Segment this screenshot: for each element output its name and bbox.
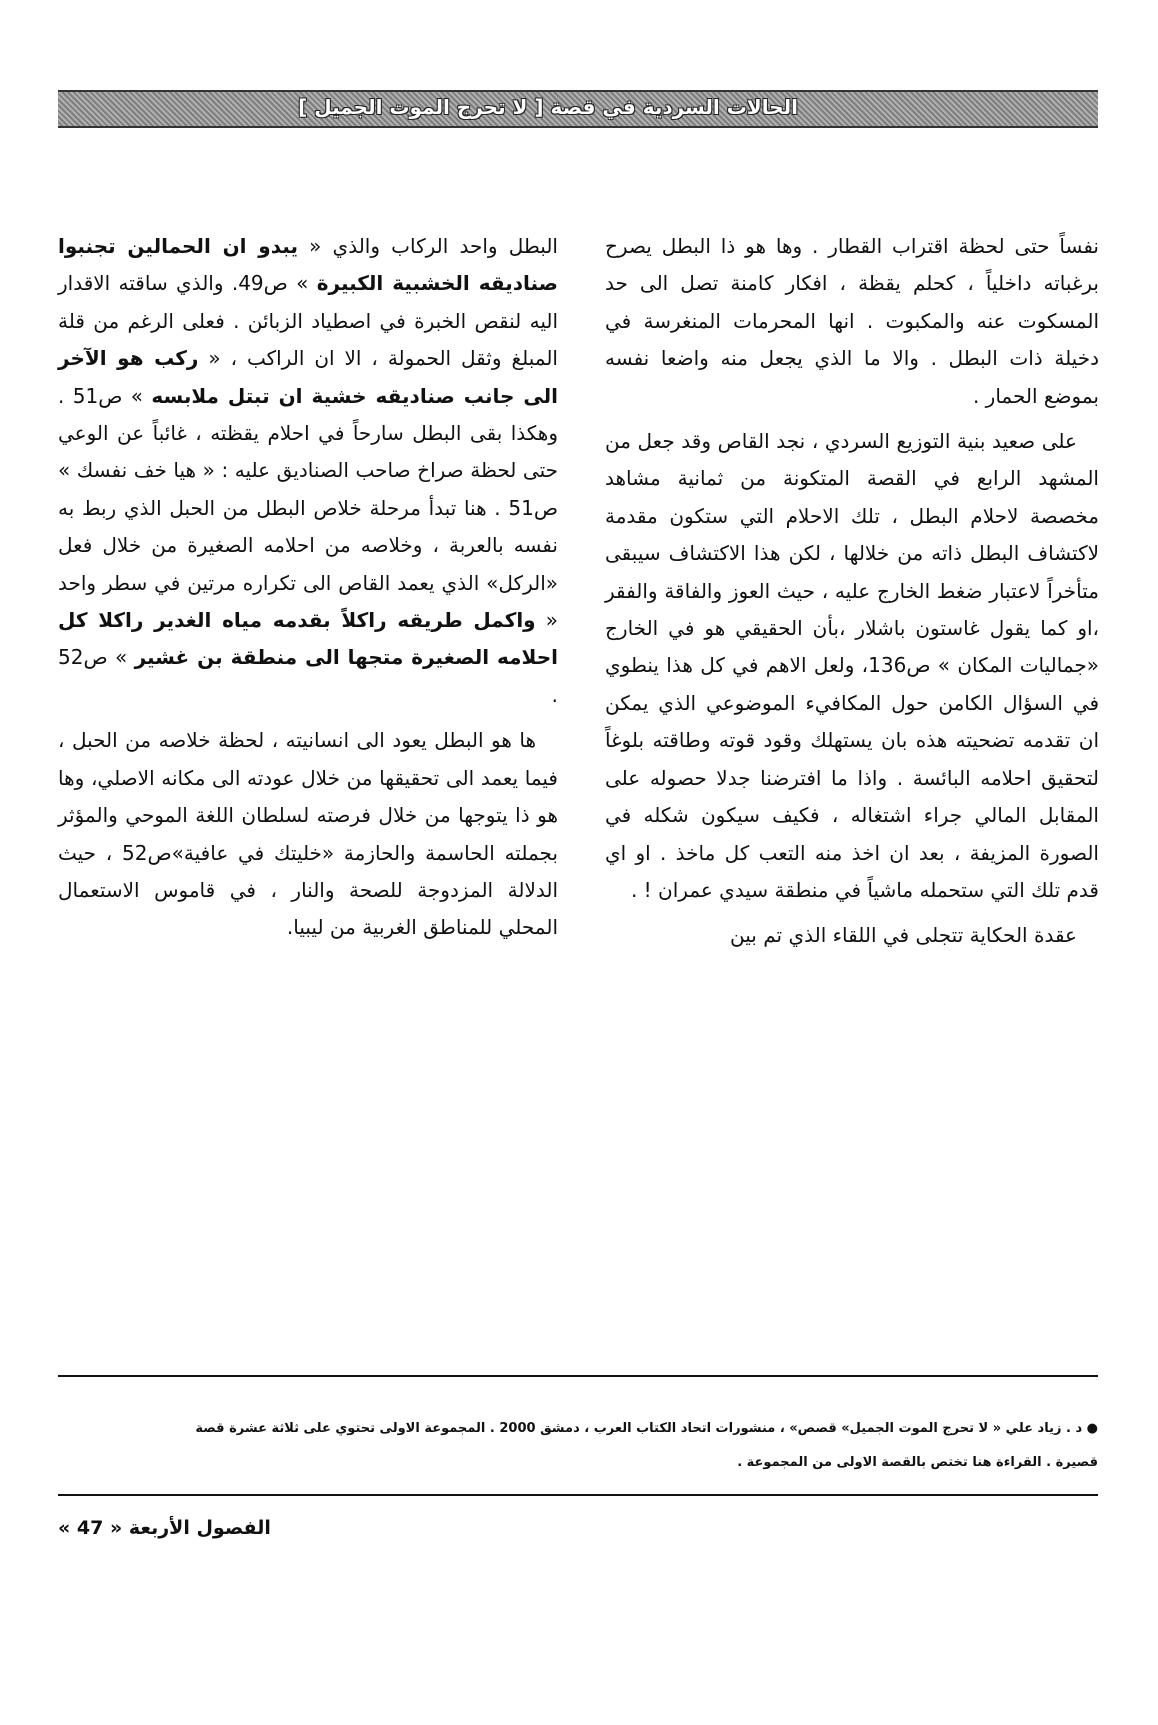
- footer-divider: [58, 1494, 1098, 1496]
- running-header-band: [58, 90, 1098, 128]
- bold-quote: ركب هو الآخر الى جانب صناديقه خشية ان تبتل ملابسه: [58, 346, 558, 408]
- text-run: البطل واحد الركاب والذي «: [297, 234, 558, 258]
- footnote-divider: [58, 1375, 1098, 1377]
- footnote: [58, 1412, 1098, 1480]
- footnote-line: ● د . زياد علي « لا تحرج الموت الجميل» قصص» ، منشورات اتحاد الكتاب العرب ، دمشق 2000 . المجموعة الاولى تحتوي على ثلاثة عشرة قصة: [195, 1421, 1098, 1436]
- paragraph: ها هو البطل يعود الى انسانيته ، لحظة خلاصه من الحبل ، فيما يعمد الى تحقيقها من خلال عودته الى مكانه الاصلي، وها هو ذا يتوجها من خلال فرصته لسلطان اللغة الموحي والمؤثر بجملته الحاسمة والحازمة «خليتك في عافية»ص52 ، حيث الدلالة المزدوجة للصحة والنار ، في قاموس الاستعمال المحلي للمناطق الغربية من ليبيا.: [58, 728, 558, 940]
- right-text-column: [605, 228, 1099, 963]
- paragraph: عقدة الحكاية تتجلى في اللقاء الذي تم بين: [730, 923, 1077, 948]
- paragraph: على صعيد بنية التوزيع السردي ، نجد القاص وقد جعل من المشهد الرابع في القصة المتكونة من ثمانية مشاهد مخصصة لاحلام البطل ، تلك الاحلام التي ستكون مقدمة لاكتشاف البطل ذاته من خلالها ، لكن هذا الاكتشاف سيبقى متأخراً لاعتبار ضغط الخارج عليه ، حيث العوز والفاقة والفقر ،او كما يقول غاستون باشلار ،بأن الحقيقي هو في الخارج «جماليات المكان » ص136، ولعل الاهم في كل هذا ينطوي في السؤال الكامن حول المكافيء الموضوعي الذي يمكن ان تقدمه تضحيته هذه بان يستهلك وقود قوته وطاقته بلوغاً لتحقيق احلامه البائسة . واذا ما افترضنا جدلا حصوله على المقابل المالي جراء اشتغاله ، فكيف سيكون شكله في الصورة المزيفة ، بعد ان اخذ منه التعب كل ماخذ . او اي قدم تلك التي ستحمله ماشياً في منطقة سيدي عمران ! .: [605, 429, 1099, 902]
- text-run: » ص52 .: [58, 645, 558, 707]
- paragraph: [58, 228, 558, 714]
- running-header-title: الحالات السردية في قصة [ لا تحرج الموت الجميل ]: [298, 95, 798, 119]
- text-run: » ص51 . وهكذا بقى البطل سارحاً في احلام يقظته ، غائباً عن الوعي حتى لحظة صراخ صاحب الصناديق عليه : « هيا خف نفسك » ص51 . هنا تبدأ مرحلة خلاص البطل من الحبل الذي ربط به نفسه بالعربة ، وخلاصه من احلامه الصغيرة من خلال فعل «الركل» الذي يعمد القاص الى تكراره مرتين في سطر واحد «: [58, 383, 559, 633]
- bold-quote: واكمل طريقه راكلاً بقدمه مياه الغدير راكلا كل احلامه الصغيرة متجها الى منطقة بن غشير: [58, 608, 558, 670]
- left-text-column: [58, 228, 558, 955]
- paragraph: نفساً حتى لحظة اقتراب القطار . وها هو ذا البطل يصرح برغباته داخلياً ، كحلم يقظة ، افكار كامنة تصل الى حد المسكوت عنه والمكبوت . انها المحرمات المنغرسة في دخيلة ذات البطل . والا ما الذي يجعل منه واضعا نفسه بموضع الحمار .: [605, 234, 1099, 408]
- page-footer: الفصول الأربعة « 47 »: [58, 1517, 271, 1539]
- bold-quote: يبدو ان الحمالين تجنبوا صناديقه الخشبية الكبيرة: [58, 234, 559, 296]
- text-run: » ص49. والذي ساقته الاقدار اليه لنقص الخبرة في اصطياد الزبائن . فعلى الرغم من قلة المبلغ وثقل الحمولة ، الا ان الراكب ، «: [58, 271, 558, 371]
- footnote-line: قصيرة . القراءة هنا تختص بالقصة الاولى من المجموعة .: [737, 1455, 1098, 1470]
